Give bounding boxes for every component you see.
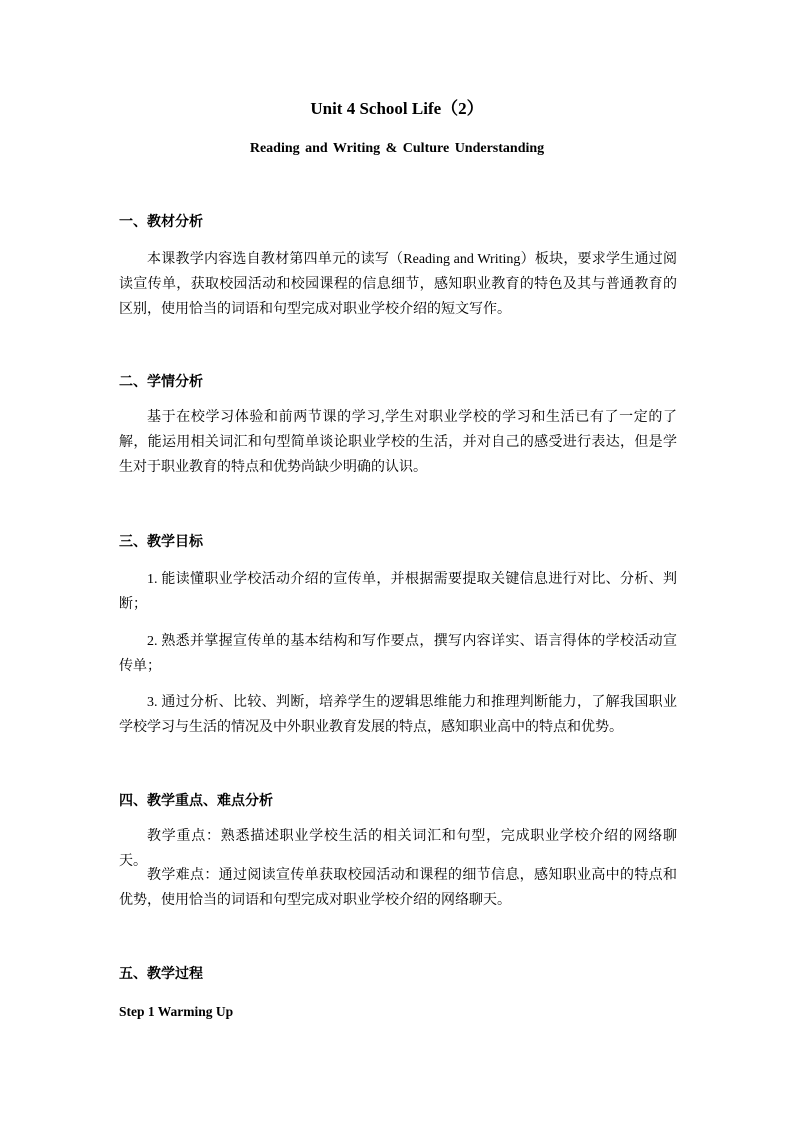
step-heading: Step 1 Warming Up [119,1004,234,1019]
section-3-item-2: 2. 熟悉并掌握宣传单的基本结构和写作要点，撰写内容详实、语言得体的学校活动宣传单； [119,634,677,674]
section-heading-1: 一、教材分析 [119,215,203,230]
document-title: Unit 4 School Life（2） [310,99,484,118]
section-4-paragraph-1: 教学重点：熟悉描述职业学校生活的相关词汇和句型，完成职业学校介绍的网络聊天。 [119,829,677,869]
section-3-item-3: 3. 通过分析、比较、判断，培养学生的逻辑思维能力和推理判断能力，了解我国职业学校学习与生活的情况及中外职业教育发展的特点，感知职业高中的特点和优势。 [119,695,677,735]
section-3-item-1: 1. 能读懂职业学校活动介绍的宣传单，并根据需要提取关键信息进行对比、分析、判断； [119,572,677,612]
section-heading-2: 二、学情分析 [119,375,203,390]
section-heading-4: 四、教学重点、难点分析 [119,794,273,809]
section-heading-5: 五、教学过程 [119,967,203,982]
document-subtitle: Reading and Writing & Culture Understanding [249,141,545,156]
section-2-paragraph-1: 基于在校学习体验和前两节课的学习,学生对职业学校的学习和生活已有了一定的了解，能运用相关词汇和句型简单谈论职业学校的生活，并对自己的感受进行表达，但是学生对于职业教育的特点和优势尚缺少明确的认识。 [119,410,677,475]
section-heading-3: 三、教学目标 [119,535,203,550]
section-1-paragraph-1: 本课教学内容选自教材第四单元的读写（Reading and Writing）板块，要求学生通过阅读宣传单，获取校园活动和校园课程的信息细节，感知职业教育的特色及其与普通教育的区别，使用恰当的词语和句型完成对职业学校介绍的短文写作。 [119,252,677,317]
section-4-paragraph-2: 教学难点：通过阅读宣传单获取校园活动和课程的细节信息，感知职业高中的特点和优势，使用恰当的词语和句型完成对职业学校介绍的网络聊天。 [119,868,677,908]
